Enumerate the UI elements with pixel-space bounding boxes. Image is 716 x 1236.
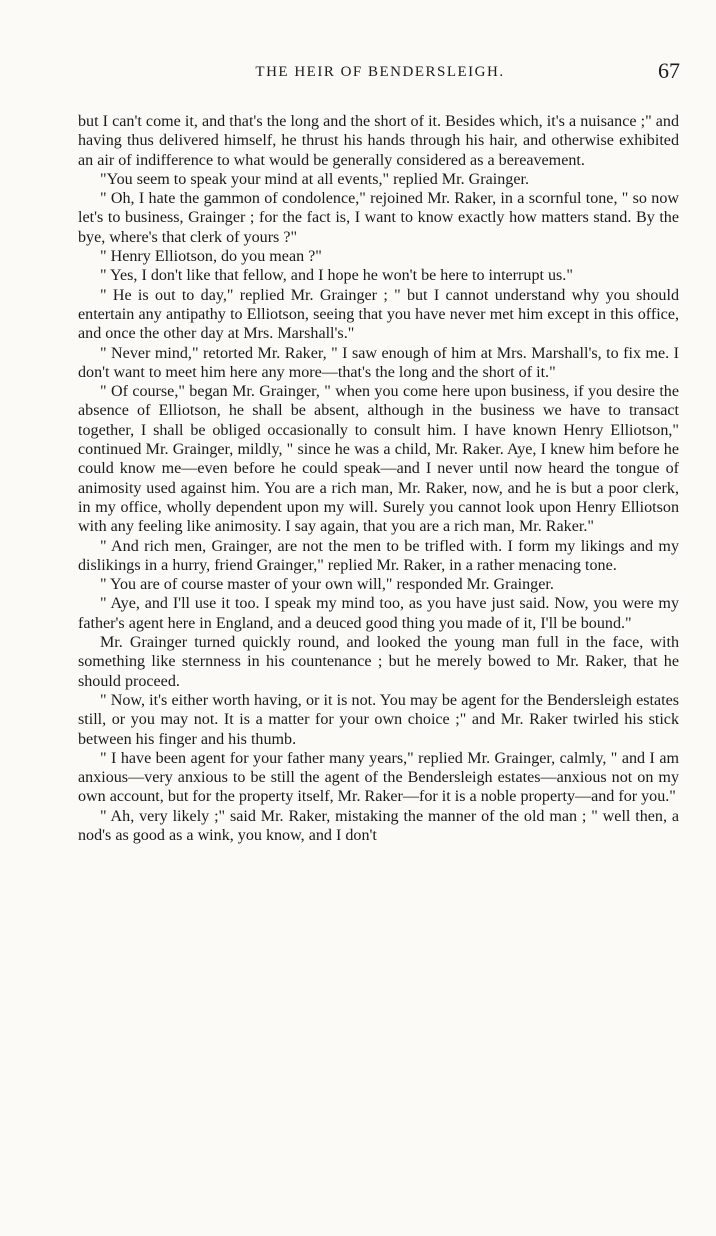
paragraph: " Never mind," retorted Mr. Raker, " I saw enough of him at Mrs. Marshall's, to fix me. I don't want to meet him here any more—that's the long and the short of it.": [78, 344, 679, 381]
paragraph: " Yes, I don't like that fellow, and I hope he won't be here to interrupt us.": [100, 267, 573, 285]
paragraph: " You are of course master of your own will," responded Mr. Grainger.: [100, 576, 554, 594]
paragraph: " Ah, very likely ;" said Mr. Raker, mistaking the manner of the old man ; " well then, a nod's as good as a wink, you know, and I don't: [78, 807, 679, 844]
paragraph: " Oh, I hate the gammon of condolence," rejoined Mr. Raker, in a scornful tone, " so now let's to business, Grainger ; for the fact is, I want to know exactly how matters stand. By the bye, where's that clerk of yours ?": [78, 190, 679, 246]
body-text: [78, 112, 679, 845]
page-header: [80, 60, 680, 88]
paragraph: " I have been agent for your father many years," replied Mr. Grainger, calmly, " and I am anxious—very anxious to be still the agent of the Bendersleigh estates—anxious not on my own account, but for the property itself, Mr. Raker—for it is a noble property—and for you.": [78, 749, 679, 806]
paragraph: but I can't come it, and that's the long and the short of it. Besides which, it's a nuisance ;" and having thus delivered himself, he thrust his hands through his hair, and otherwise exhibited an air of indifference to what would be generally considered as a bereavement.: [78, 113, 679, 169]
running-title: THE HEIR OF BENDERSLEIGH.: [255, 64, 505, 80]
paragraph: " Of course," began Mr. Grainger, " when you come here upon business, if you desire the absence of Elliotson, he shall be absent, although in the business we have to transact together, I shall be obliged occasionally to consult him. I have known Henry Elliotson," continued Mr. Grainger, mildly, " since he was a child, Mr. Raker. Aye, I knew him before he could know me—even before he could speak—and I never until now heard the tongue of animosity used against him. You are a rich man, Mr. Raker, now, and he is but a poor clerk, in my office, wholly dependent upon my will. Surely you cannot look upon Henry Elliotson with any feeling like animosity. I say again, that you are a rich man, Mr. Raker.": [78, 383, 679, 536]
paragraph: " And rich men, Grainger, are not the men to be trifled with. I form my likings and my dislikings in a hurry, friend Grainger," replied Mr. Raker, in a rather menacing tone.: [78, 537, 679, 574]
paragraph: Mr. Grainger turned quickly round, and looked the young man full in the face, with something like sternness in his countenance ; but he merely bowed to Mr. Raker, that he should proceed.: [78, 634, 679, 690]
paragraph: " He is out to day," replied Mr. Grainger ; " but I cannot understand why you should entertain any antipathy to Elliotson, seeing that you have never met him except in this office, and once the other day at Mrs. Marshall's.": [78, 286, 679, 343]
paragraph: "You seem to speak your mind at all events," replied Mr. Grainger.: [100, 170, 529, 188]
paragraph: " Aye, and I'll use it too. I speak my mind too, as you have just said. Now, you were my father's agent here in England, and a deuced good thing you made of it, I'll be bound.": [78, 595, 679, 632]
page-number: 67: [658, 58, 680, 83]
paragraph: " Now, it's either worth having, or it is not. You may be agent for the Bendersleigh estates still, or you may not. It is a matter for your own choice ;" and Mr. Raker twirled his stick between his finger and his thumb.: [78, 691, 679, 748]
paragraph: " Henry Elliotson, do you mean ?": [100, 248, 322, 266]
